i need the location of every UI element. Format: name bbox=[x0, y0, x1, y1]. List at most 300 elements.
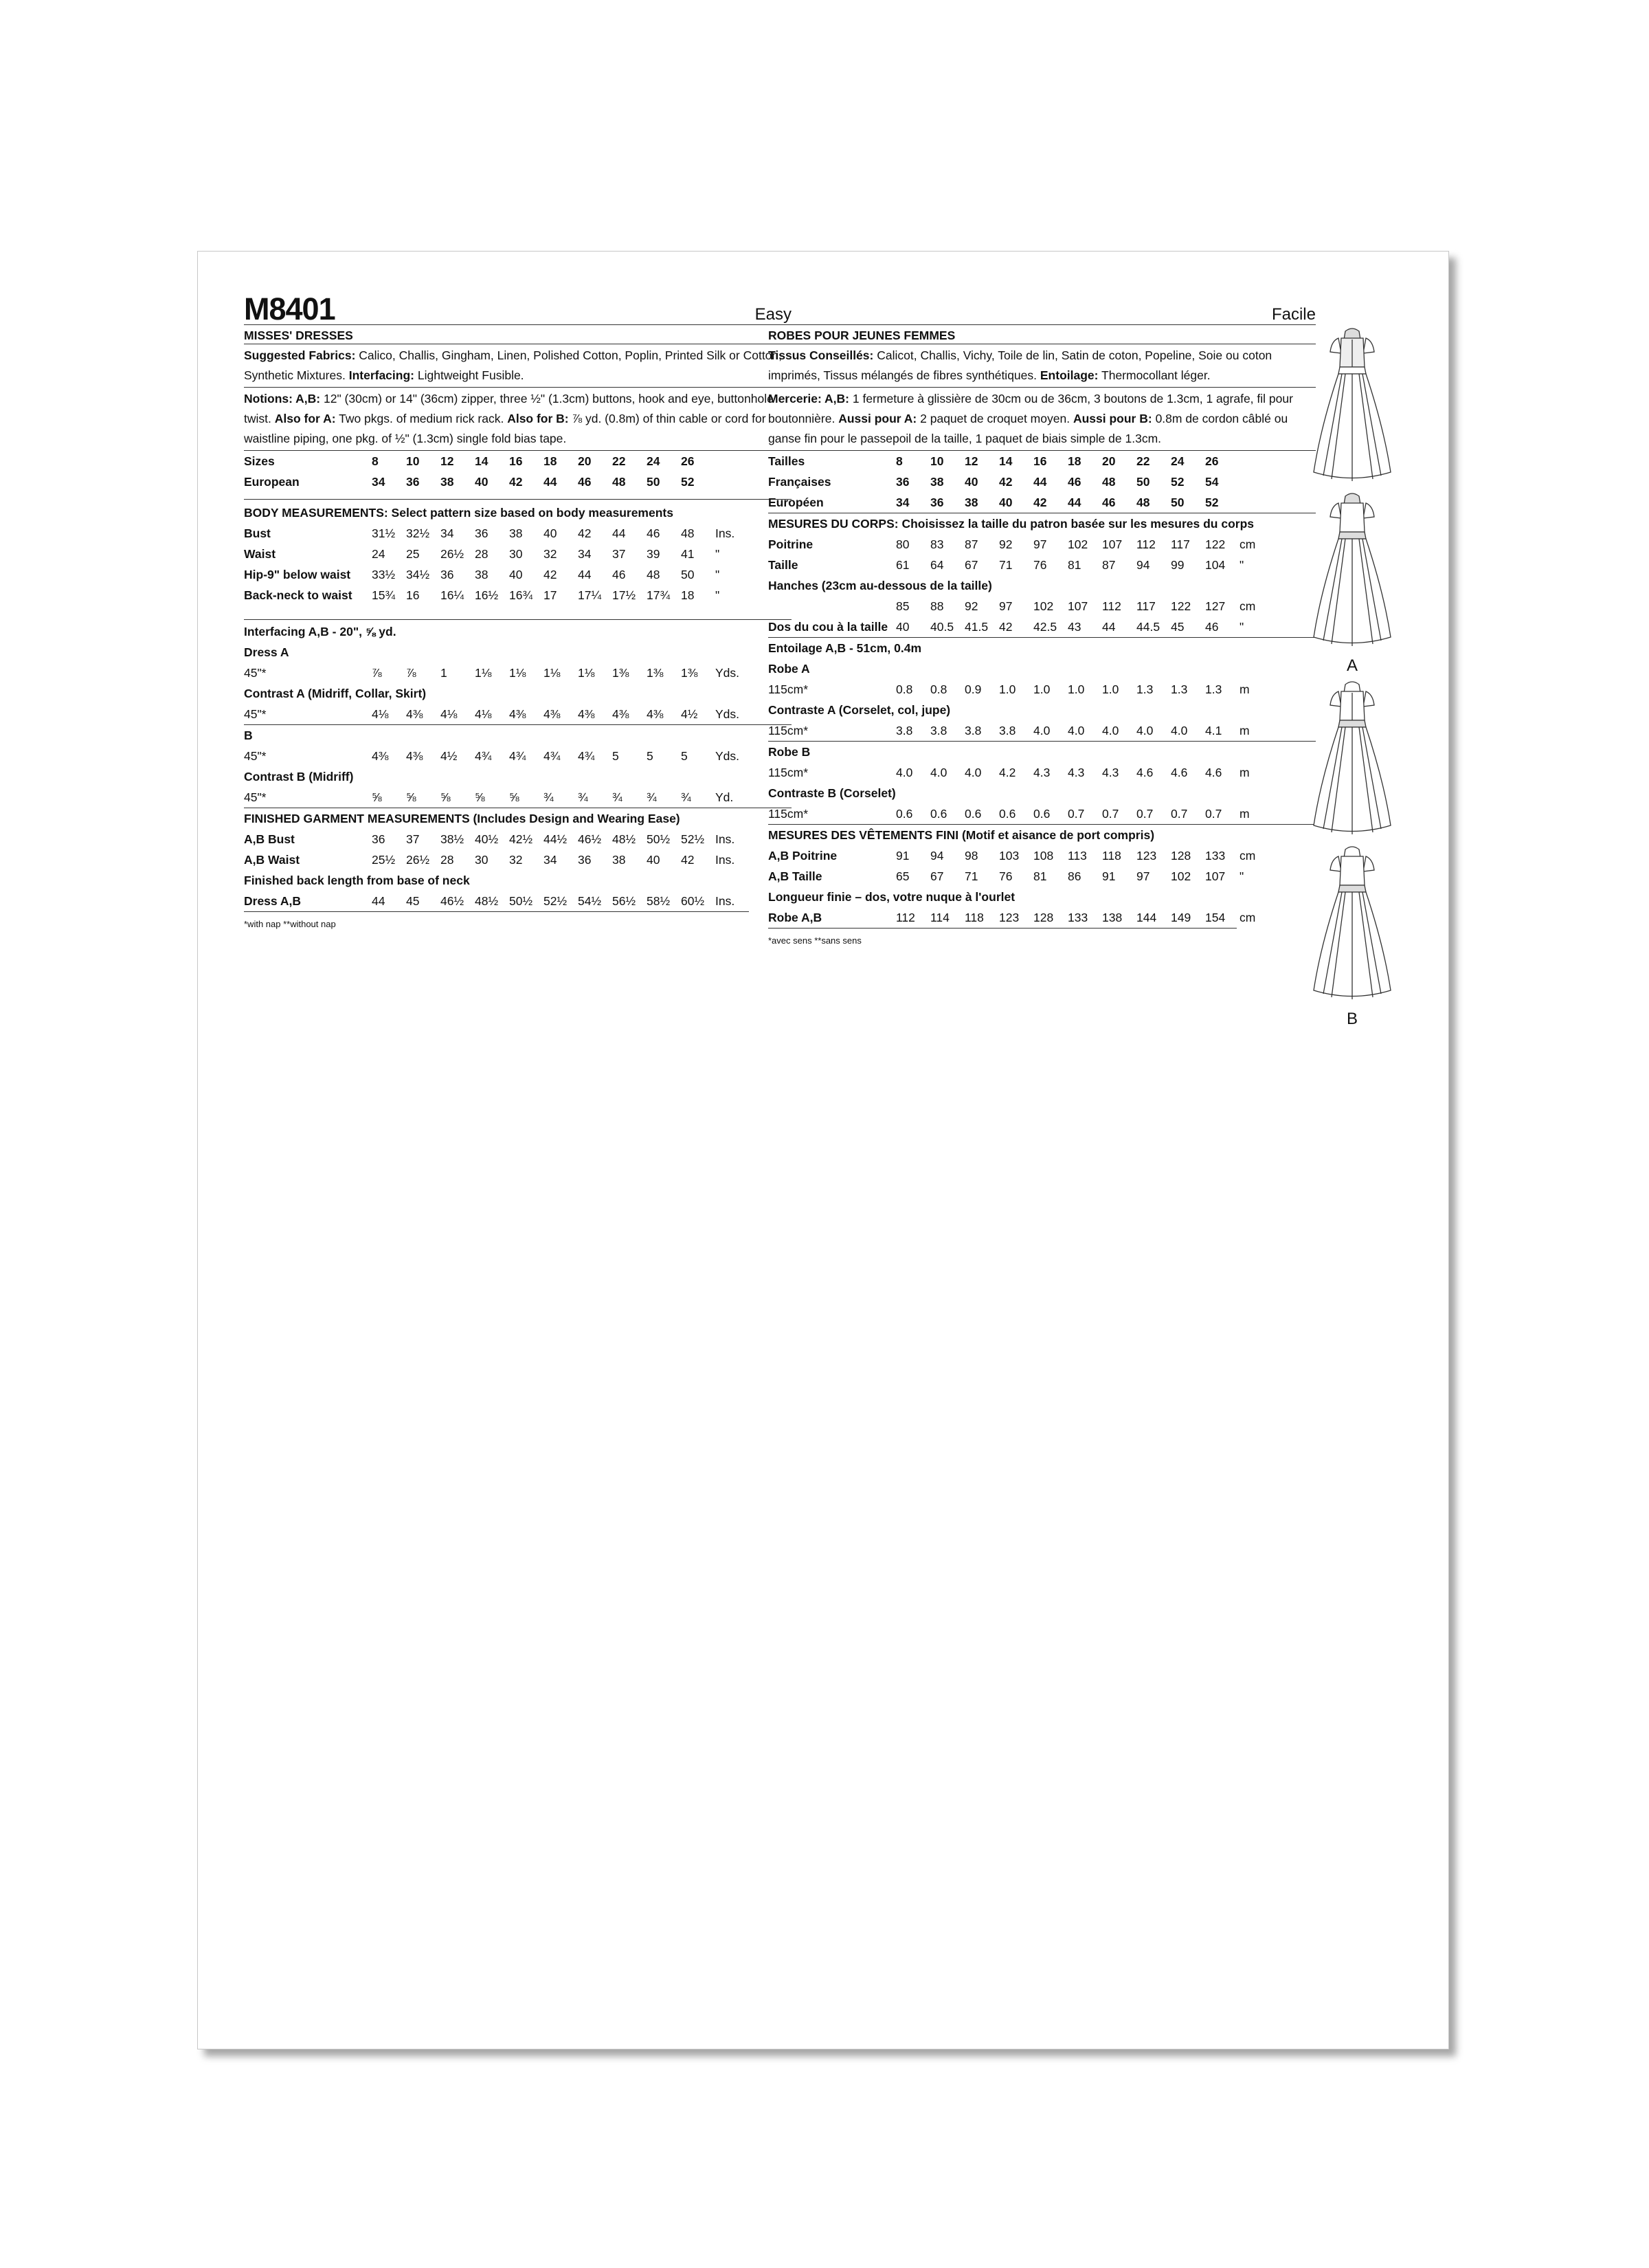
cell: 88 bbox=[930, 599, 944, 613]
notions-label: Notions: A,B: bbox=[244, 392, 321, 405]
cell: 67 bbox=[930, 869, 944, 883]
table-row bbox=[244, 585, 792, 605]
cell: 44.5 bbox=[1136, 620, 1160, 634]
yardage-table bbox=[244, 642, 792, 724]
cell: 34 bbox=[372, 475, 385, 489]
cell: 24 bbox=[1171, 454, 1185, 468]
cell: 42.5 bbox=[1033, 620, 1057, 634]
cell: 52½ bbox=[681, 832, 705, 846]
table-row bbox=[244, 849, 792, 870]
unit: Ins. bbox=[715, 853, 735, 867]
row-label: 45"* bbox=[244, 707, 267, 721]
cell: 34 bbox=[440, 526, 454, 540]
row-label: 45"* bbox=[244, 749, 267, 763]
cell: 42½ bbox=[509, 832, 533, 846]
row-label: Dos du cou à la taille bbox=[768, 620, 888, 634]
cell: 40.5 bbox=[930, 620, 954, 634]
row-label: Dress A,B bbox=[244, 894, 301, 908]
cell: 16 bbox=[509, 454, 523, 468]
view-heading: Contrast B (Midriff) bbox=[244, 770, 354, 783]
cell: 107 bbox=[1068, 599, 1088, 613]
table-row bbox=[768, 616, 1316, 637]
cell: 114 bbox=[930, 911, 950, 924]
cell: 40 bbox=[475, 475, 489, 489]
cell: 4.3 bbox=[1068, 766, 1085, 779]
cell: 4¾ bbox=[509, 749, 526, 763]
cell: 44 bbox=[1033, 475, 1047, 489]
table-row bbox=[244, 704, 792, 724]
unit: m bbox=[1239, 682, 1250, 696]
finished-table bbox=[244, 829, 792, 870]
cell: 1⅜ bbox=[612, 666, 629, 680]
cell: 71 bbox=[999, 558, 1013, 572]
cell: 24 bbox=[647, 454, 660, 468]
cell: 34 bbox=[896, 496, 910, 509]
cell: 12 bbox=[440, 454, 454, 468]
cell: 22 bbox=[612, 454, 626, 468]
cell: 18 bbox=[543, 454, 557, 468]
cell: 36 bbox=[440, 568, 454, 581]
cell: 25 bbox=[406, 547, 420, 561]
notions-text: 12" (30cm) or 14" (36cm) zipper, three ½" (1.3cm) buttons, hook and eye, buttonhole twist. bbox=[244, 392, 774, 425]
unit: " bbox=[1239, 558, 1244, 572]
cell: 3.8 bbox=[930, 724, 947, 737]
cell: ¾ bbox=[543, 790, 554, 804]
cell: 36 bbox=[930, 496, 944, 509]
cell: 43 bbox=[1068, 620, 1081, 634]
divider bbox=[244, 619, 792, 620]
cell: 16½ bbox=[475, 588, 499, 602]
cell: 64 bbox=[930, 558, 944, 572]
cell: 42 bbox=[578, 526, 592, 540]
cell: 44 bbox=[543, 475, 557, 489]
cell: 17½ bbox=[612, 588, 636, 602]
cell: 81 bbox=[1033, 869, 1047, 883]
cell: ¾ bbox=[578, 790, 588, 804]
row-label: Tailles bbox=[768, 454, 805, 468]
yardage-head-row bbox=[244, 725, 792, 746]
french-column bbox=[768, 297, 1316, 946]
cell: 67 bbox=[965, 558, 978, 572]
cell: 4⅜ bbox=[406, 749, 423, 763]
yardage-table-b bbox=[244, 725, 792, 808]
cell: 46 bbox=[578, 475, 592, 489]
unit: cm bbox=[1239, 911, 1256, 924]
cell: 17 bbox=[543, 588, 557, 602]
cell: 133 bbox=[1068, 911, 1088, 924]
view-heading: Contraste B (Corselet) bbox=[768, 786, 896, 800]
cell: 4.6 bbox=[1205, 766, 1222, 779]
cell: 118 bbox=[1102, 849, 1121, 863]
interfacing-heading: Interfacing A,B - 20", ⅝ yd. bbox=[244, 625, 396, 638]
cell: 3.8 bbox=[965, 724, 982, 737]
cell: 1.0 bbox=[1033, 682, 1051, 696]
cell: 4¾ bbox=[475, 749, 492, 763]
cell: 1⅛ bbox=[578, 666, 595, 680]
cell: 80 bbox=[896, 537, 910, 551]
divider bbox=[244, 499, 792, 500]
cell: 94 bbox=[1136, 558, 1150, 572]
cell: 4⅜ bbox=[612, 707, 629, 721]
cell: 117 bbox=[1171, 537, 1190, 551]
unit: cm bbox=[1239, 537, 1256, 551]
cell: 61 bbox=[896, 558, 910, 572]
cell: 3.8 bbox=[896, 724, 913, 737]
yardage-head-row bbox=[768, 700, 1316, 720]
hips-heading: Hanches (23cm au-dessous de la taille) bbox=[768, 579, 992, 592]
cell: 92 bbox=[999, 537, 1013, 551]
cell: 4.2 bbox=[999, 766, 1016, 779]
cell: 16 bbox=[406, 588, 420, 602]
cell: 81 bbox=[1068, 558, 1081, 572]
cell: 38 bbox=[509, 526, 523, 540]
cell: 50 bbox=[647, 475, 660, 489]
cell: 28 bbox=[440, 853, 454, 867]
cell: 14 bbox=[999, 454, 1013, 468]
cell: 0.7 bbox=[1068, 807, 1085, 821]
view-heading: Robe B bbox=[768, 745, 811, 759]
unit: m bbox=[1239, 724, 1250, 737]
row-label: Hip-9" below waist bbox=[244, 568, 351, 581]
length-table bbox=[244, 891, 792, 911]
cell: 20 bbox=[578, 454, 592, 468]
cell: 46 bbox=[647, 526, 660, 540]
row-label: 45"* bbox=[244, 790, 267, 804]
cell: ⅞ bbox=[406, 666, 416, 680]
cell: 4⅜ bbox=[647, 707, 664, 721]
cell: 123 bbox=[1136, 849, 1157, 863]
cell: 50 bbox=[1171, 496, 1185, 509]
cell: 5 bbox=[681, 749, 688, 763]
row-label: Waist bbox=[244, 547, 276, 561]
title-row bbox=[244, 291, 792, 326]
cell: 107 bbox=[1205, 869, 1226, 883]
cell: 76 bbox=[1033, 558, 1047, 572]
cell: 18 bbox=[681, 588, 695, 602]
cell: 4½ bbox=[440, 749, 458, 763]
cell: 4.0 bbox=[1171, 724, 1188, 737]
cell: 48 bbox=[1102, 475, 1116, 489]
cell: 31½ bbox=[372, 526, 396, 540]
cell: 37 bbox=[612, 547, 626, 561]
cell: 52 bbox=[1205, 496, 1219, 509]
length-heading: Longueur finie – dos, votre nuque à l'ourlet bbox=[768, 890, 1016, 904]
unit: cm bbox=[1239, 599, 1256, 613]
row-label: 115cm* bbox=[768, 682, 809, 696]
notions bbox=[768, 388, 1316, 451]
table-row bbox=[768, 492, 1316, 513]
cell: 32 bbox=[509, 853, 523, 867]
also-b-label: Aussi pour B: bbox=[1073, 412, 1152, 425]
cell: 4⅛ bbox=[475, 707, 492, 721]
cell: 60½ bbox=[681, 894, 705, 908]
cell: 4⅜ bbox=[372, 749, 389, 763]
cell: 123 bbox=[999, 911, 1020, 924]
cell: 4⅜ bbox=[509, 707, 526, 721]
yardage-head-row bbox=[768, 658, 1316, 679]
row-label: Bust bbox=[244, 526, 271, 540]
yardage-head-row bbox=[768, 783, 1316, 803]
cell: 1⅛ bbox=[509, 666, 526, 680]
cell: 4⅛ bbox=[372, 707, 389, 721]
cell: 71 bbox=[965, 869, 978, 883]
row-label: Françaises bbox=[768, 475, 831, 489]
yardage-head-row bbox=[244, 642, 792, 663]
cell: 38½ bbox=[440, 832, 464, 846]
cell: 0.7 bbox=[1205, 807, 1222, 821]
also-b-text: 0.8m de cordon câblé ou ganse fin pour le passepoil de la taille, 1 paquet de biais simple de 1.3cm. bbox=[768, 412, 1288, 445]
table-row bbox=[244, 564, 792, 585]
cell: 118 bbox=[965, 911, 984, 924]
cell: 98 bbox=[965, 849, 978, 863]
unit: Ins. bbox=[715, 526, 735, 540]
table-row bbox=[768, 866, 1316, 887]
cell: 1⅛ bbox=[475, 666, 492, 680]
cell: 42 bbox=[509, 475, 523, 489]
section-heading: MISSES' DRESSES bbox=[244, 325, 792, 344]
hips-head-row bbox=[768, 575, 1316, 596]
unit: Yds. bbox=[715, 666, 740, 680]
body-measurements-heading: BODY MEASUREMENTS: Select pattern size based on body measurements bbox=[244, 506, 673, 520]
cell: 56½ bbox=[612, 894, 636, 908]
cell: 30 bbox=[475, 853, 489, 867]
cell: 42 bbox=[681, 853, 695, 867]
view-heading: Dress A bbox=[244, 645, 289, 659]
table-row bbox=[768, 596, 1316, 616]
row-label: Taille bbox=[768, 558, 798, 572]
cell: 36 bbox=[475, 526, 489, 540]
unit: " bbox=[1239, 620, 1244, 634]
cell: 40 bbox=[965, 475, 978, 489]
cell: 122 bbox=[1205, 537, 1226, 551]
cell: 102 bbox=[1171, 869, 1191, 883]
cell: 4.0 bbox=[1102, 724, 1119, 737]
row-label: 115cm* bbox=[768, 724, 809, 737]
row-label: Sizes bbox=[244, 454, 275, 468]
cell: 108 bbox=[1033, 849, 1054, 863]
unit: cm bbox=[1239, 849, 1256, 863]
interfacing-text: Lightweight Fusible. bbox=[417, 368, 524, 382]
fabrics-text: Calicot, Challis, Vichy, Toile de lin, Satin de coton, Popeline, Soie ou coton imprimés, Tissus mélangés de fibres synthétiques. bbox=[768, 348, 1272, 382]
unit: Ins. bbox=[715, 894, 735, 908]
table-row bbox=[768, 803, 1316, 824]
cell: 38 bbox=[440, 475, 454, 489]
table-row bbox=[244, 471, 792, 492]
cell: 107 bbox=[1102, 537, 1123, 551]
finished-heading: FINISHED GARMENT MEASUREMENTS (Includes Design and Wearing Ease) bbox=[244, 812, 680, 825]
cell: 1.3 bbox=[1205, 682, 1222, 696]
view-heading: Contrast A (Midriff, Collar, Skirt) bbox=[244, 687, 427, 700]
cell: 4.3 bbox=[1033, 766, 1051, 779]
cell: 112 bbox=[1102, 599, 1121, 613]
cell: 0.7 bbox=[1136, 807, 1154, 821]
cell: 50 bbox=[1136, 475, 1150, 489]
table-row bbox=[244, 829, 792, 849]
cell: 22 bbox=[1136, 454, 1150, 468]
cell: 0.6 bbox=[896, 807, 913, 821]
cell: 1.0 bbox=[1102, 682, 1119, 696]
dress-a-back-illustration bbox=[1311, 489, 1393, 654]
cell: 48 bbox=[647, 568, 660, 581]
table-row bbox=[244, 746, 792, 766]
cell: 40 bbox=[647, 853, 660, 867]
cell: 38 bbox=[965, 496, 978, 509]
cell: 42 bbox=[1033, 496, 1047, 509]
cell: 45 bbox=[1171, 620, 1185, 634]
cell: 42 bbox=[999, 620, 1013, 634]
body-measurements-table bbox=[768, 534, 1316, 637]
cell: 40 bbox=[896, 620, 910, 634]
cell: 149 bbox=[1171, 911, 1191, 924]
cell: 52 bbox=[681, 475, 695, 489]
cell: 42 bbox=[543, 568, 557, 581]
cell: 38 bbox=[475, 568, 489, 581]
yardage-table bbox=[768, 658, 1316, 741]
cell: 16 bbox=[1033, 454, 1047, 468]
cell: 94 bbox=[930, 849, 944, 863]
cell: 87 bbox=[1102, 558, 1116, 572]
unit: Yds. bbox=[715, 707, 740, 721]
cell: 36 bbox=[578, 853, 592, 867]
cell: ¾ bbox=[612, 790, 622, 804]
cell: 4.0 bbox=[1068, 724, 1085, 737]
interfacing-heading: Entoilage A,B - 51cm, 0.4m bbox=[768, 641, 922, 655]
unit: " bbox=[715, 568, 720, 581]
cell: 8 bbox=[896, 454, 903, 468]
cell: 128 bbox=[1171, 849, 1191, 863]
cell: 44 bbox=[372, 894, 385, 908]
cell: 46 bbox=[1205, 620, 1219, 634]
unit: m bbox=[1239, 766, 1250, 779]
cell: 41.5 bbox=[965, 620, 989, 634]
cell: 1.3 bbox=[1136, 682, 1154, 696]
finished-table bbox=[768, 845, 1316, 887]
cell: ⅞ bbox=[372, 666, 382, 680]
interfacing-text: Thermocollant léger. bbox=[1101, 368, 1211, 382]
row-label: European bbox=[244, 475, 300, 489]
row-label: Européen bbox=[768, 496, 824, 509]
cell: ⅝ bbox=[440, 790, 451, 804]
table-row bbox=[768, 534, 1316, 555]
cell: 0.8 bbox=[896, 682, 913, 696]
table-row bbox=[244, 544, 792, 564]
unit: Yds. bbox=[715, 749, 740, 763]
cell: 36 bbox=[896, 475, 910, 489]
cell: 138 bbox=[1102, 911, 1123, 924]
row-label: A,B Taille bbox=[768, 869, 822, 883]
size-table bbox=[768, 451, 1316, 513]
row-label: A,B Waist bbox=[244, 853, 300, 867]
cell: 46 bbox=[612, 568, 626, 581]
fabrics-label: Tissus Conseillés: bbox=[768, 348, 874, 362]
cell: 48 bbox=[1136, 496, 1150, 509]
row-label: Robe A,B bbox=[768, 911, 822, 924]
cell: 52½ bbox=[543, 894, 568, 908]
cell: 76 bbox=[999, 869, 1013, 883]
cell: 39 bbox=[647, 547, 660, 561]
notions-label: Mercerie: A,B: bbox=[768, 392, 849, 405]
suggested-fabrics bbox=[244, 344, 792, 388]
table-row bbox=[768, 679, 1316, 700]
cell: 26½ bbox=[406, 853, 430, 867]
cell: 40 bbox=[543, 526, 557, 540]
row-label: 115cm* bbox=[768, 766, 809, 779]
unit bbox=[1239, 451, 1316, 471]
unit: Ins. bbox=[715, 832, 735, 846]
cell: 48½ bbox=[612, 832, 636, 846]
also-a-label: Aussi pour A: bbox=[838, 412, 917, 425]
cell: 38 bbox=[930, 475, 944, 489]
english-column bbox=[244, 291, 792, 929]
notions-text: 1 fermeture à glissière de 30cm ou de 36cm, 3 boutons de 1.3cm, 1 agrafe, fil pour boutonnière. bbox=[768, 392, 1293, 425]
also-a-text: Two pkgs. of medium rick rack. bbox=[339, 412, 504, 425]
cell: 4⅛ bbox=[440, 707, 458, 721]
cell: 16¾ bbox=[509, 588, 533, 602]
cell: 85 bbox=[896, 599, 910, 613]
table-row bbox=[768, 762, 1316, 783]
cell: 1.0 bbox=[1068, 682, 1085, 696]
view-heading: Robe A bbox=[768, 662, 810, 676]
cell: 5 bbox=[647, 749, 653, 763]
cell: 20 bbox=[1102, 454, 1116, 468]
cell: 97 bbox=[1033, 537, 1047, 551]
cell: 87 bbox=[965, 537, 978, 551]
unit bbox=[1239, 492, 1316, 513]
cell: 33½ bbox=[372, 568, 396, 581]
cell: 16¼ bbox=[440, 588, 464, 602]
cell: 48 bbox=[612, 475, 626, 489]
cell: 0.7 bbox=[1102, 807, 1119, 821]
cell: 12 bbox=[965, 454, 978, 468]
view-a-label: A bbox=[1346, 656, 1358, 675]
cell: ⅝ bbox=[475, 790, 485, 804]
unit: m bbox=[1239, 807, 1250, 821]
difficulty-level: Facile bbox=[1271, 305, 1316, 324]
pattern-number: M8401 bbox=[244, 291, 335, 326]
table-row bbox=[768, 845, 1316, 866]
cell: 97 bbox=[1136, 869, 1150, 883]
cell: 45 bbox=[406, 894, 420, 908]
cell: 26½ bbox=[440, 547, 464, 561]
cell: 1⅜ bbox=[647, 666, 664, 680]
cell: 54 bbox=[1205, 475, 1219, 489]
also-b-text: ⅞ yd. (0.8m) of thin cable or cord for waistline piping, one pkg. of ½" (1.3cm) single fold bias tape. bbox=[244, 412, 766, 445]
cell: 1.0 bbox=[999, 682, 1016, 696]
cell: 8 bbox=[372, 454, 379, 468]
length-heading: Finished back length from base of neck bbox=[244, 874, 470, 887]
footnote: *with nap **without nap bbox=[244, 919, 336, 929]
cell: 40 bbox=[999, 496, 1013, 509]
cell: ⅝ bbox=[406, 790, 416, 804]
cell: 0.8 bbox=[930, 682, 947, 696]
cell: 52 bbox=[1171, 475, 1185, 489]
unit: " bbox=[715, 547, 720, 561]
row-label bbox=[768, 596, 896, 616]
cell: 48 bbox=[681, 526, 695, 540]
cell: 0.6 bbox=[1033, 807, 1051, 821]
table-row bbox=[768, 720, 1316, 741]
cell: 4⅜ bbox=[543, 707, 561, 721]
cell: 30 bbox=[509, 547, 523, 561]
row-label: 45"* bbox=[244, 666, 267, 680]
also-a-text: 2 paquet de croquet moyen. bbox=[920, 412, 1070, 425]
yardage-table-b bbox=[768, 742, 1316, 824]
cell: ¾ bbox=[647, 790, 657, 804]
cell: 128 bbox=[1033, 911, 1054, 924]
interfacing-label: Entoilage: bbox=[1040, 368, 1099, 382]
table-row bbox=[244, 663, 792, 683]
section-heading: ROBES POUR JEUNES FEMMES bbox=[768, 325, 1316, 344]
